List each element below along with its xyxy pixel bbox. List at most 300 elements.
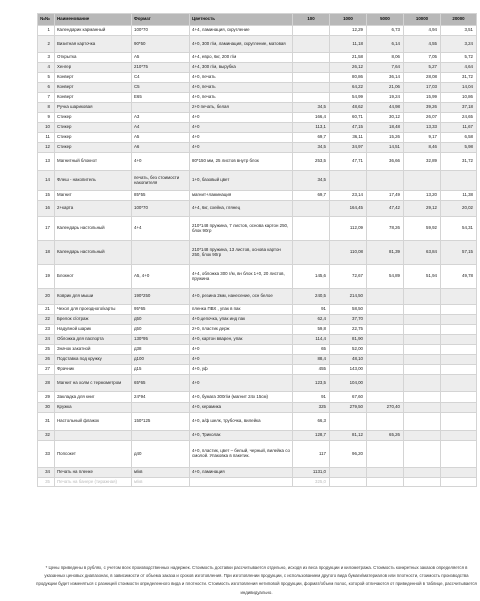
cell-price-100: 66,3 bbox=[293, 413, 330, 431]
cell-price-1000: 21,58 bbox=[330, 53, 367, 63]
cell-price-20000 bbox=[441, 171, 477, 191]
cell-name: Магнит на холм с термометром bbox=[55, 375, 132, 392]
cell-price-20000 bbox=[441, 375, 477, 392]
cell-price-100: 59,8 bbox=[293, 325, 330, 335]
cell-price-20000: 3,51 bbox=[441, 26, 477, 36]
cell-price-1000 bbox=[330, 468, 367, 478]
cell-price-5000: 19,24 bbox=[367, 93, 404, 103]
cell-number: 11 bbox=[38, 133, 55, 143]
table-row bbox=[38, 315, 477, 325]
cell-price-20000 bbox=[441, 325, 477, 335]
cell-price-10000: 59,92 bbox=[404, 217, 441, 241]
cell-price-10000: 63,84 bbox=[404, 241, 441, 265]
cell-price-100: 325 bbox=[293, 403, 330, 413]
header-col-format: Формат bbox=[132, 14, 190, 26]
cell-color: 4+0, картон вварен, упак bbox=[190, 335, 293, 345]
cell-format: A5 bbox=[132, 53, 190, 63]
cell-price-100: 117 bbox=[293, 441, 330, 468]
cell-price-10000 bbox=[404, 468, 441, 478]
cell-price-100: 166,4 bbox=[293, 113, 330, 123]
cell-price-5000: 81,39 bbox=[367, 241, 404, 265]
cell-price-100: 145,6 bbox=[293, 265, 330, 289]
cell-format: печать, без стоимости накопителя bbox=[132, 171, 190, 191]
cell-price-1000: 48,10 bbox=[330, 355, 367, 365]
cell-price-1000: 81,12 bbox=[330, 431, 367, 441]
cell-price-10000 bbox=[404, 375, 441, 392]
cell-name: Надувной шарик bbox=[55, 325, 132, 335]
cell-price-100 bbox=[293, 83, 330, 93]
cell-price-20000: 54,31 bbox=[441, 217, 477, 241]
cell-name: Конверт bbox=[55, 93, 132, 103]
cell-name: Фрачник bbox=[55, 365, 132, 375]
cell-price-1000: 22,75 bbox=[330, 325, 367, 335]
cell-price-1000: 12,29 bbox=[330, 26, 367, 36]
cell-price-100: 91 bbox=[293, 305, 330, 315]
cell-price-10000 bbox=[404, 478, 441, 487]
cell-color: 4+0 bbox=[190, 113, 293, 123]
cell-name: Блокнот bbox=[55, 265, 132, 289]
cell-number: 8 bbox=[38, 103, 55, 113]
table-row bbox=[38, 345, 477, 355]
cell-number: 34 bbox=[38, 468, 55, 478]
cell-price-10000: 51,94 bbox=[404, 265, 441, 289]
cell-price-10000 bbox=[404, 325, 441, 335]
cell-price-10000: 29,12 bbox=[404, 201, 441, 217]
cell-price-20000: 57,15 bbox=[441, 241, 477, 265]
cell-name: Календарь настольный bbox=[55, 217, 132, 241]
cell-format: E65 bbox=[132, 93, 190, 103]
table-row bbox=[38, 63, 477, 73]
cell-number: 6 bbox=[38, 83, 55, 93]
cell-price-10000: 5,27 bbox=[404, 63, 441, 73]
cell-color: 4+0, бумага 300г/м (магнит 24х 15см) bbox=[190, 392, 293, 403]
table-row bbox=[38, 403, 477, 413]
cell-number: 2 bbox=[38, 36, 55, 53]
cell-price-100 bbox=[293, 53, 330, 63]
cell-price-20000: 11,38 bbox=[441, 191, 477, 201]
cell-price-1000: 52,00 bbox=[330, 345, 367, 355]
cell-price-5000 bbox=[367, 305, 404, 315]
cell-format: д100 bbox=[132, 355, 190, 365]
cell-price-10000 bbox=[404, 365, 441, 375]
cell-format: 95*65 bbox=[132, 305, 190, 315]
cell-price-5000 bbox=[367, 468, 404, 478]
cell-price-100 bbox=[293, 36, 330, 53]
cell-color: 80*150 мм, 25 листов внутр блок bbox=[190, 153, 293, 171]
cell-color: 4+0, уф bbox=[190, 365, 293, 375]
cell-name: Попсокет bbox=[55, 441, 132, 468]
cell-price-1000: 214,50 bbox=[330, 289, 367, 305]
cell-price-20000: 3,24 bbox=[441, 36, 477, 53]
cell-format: д38 bbox=[132, 345, 190, 355]
cell-price-20000 bbox=[441, 478, 477, 487]
cell-price-10000 bbox=[404, 345, 441, 355]
cell-price-20000 bbox=[441, 335, 477, 345]
cell-price-20000 bbox=[441, 441, 477, 468]
cell-price-100 bbox=[293, 26, 330, 36]
table-row bbox=[38, 441, 477, 468]
cell-color: 4+4, 6кг, схейна, глянец bbox=[190, 201, 293, 217]
cell-price-20000: 6,58 bbox=[441, 133, 477, 143]
cell-format: 210*75 bbox=[132, 63, 190, 73]
cell-number: 26 bbox=[38, 355, 55, 365]
header-col-100: 100 bbox=[293, 14, 330, 26]
cell-price-20000 bbox=[441, 315, 477, 325]
table-row bbox=[38, 289, 477, 305]
table-row bbox=[38, 123, 477, 133]
cell-color: 4+0, Триколак bbox=[190, 431, 293, 441]
cell-number: 18 bbox=[38, 241, 55, 265]
cell-price-100: 1131,0 bbox=[293, 468, 330, 478]
cell-number: 23 bbox=[38, 325, 55, 335]
table-row bbox=[38, 103, 477, 113]
cell-price-5000: 47,42 bbox=[367, 201, 404, 217]
cell-name: Стикер bbox=[55, 143, 132, 153]
cell-format: м/кв bbox=[132, 468, 190, 478]
table-row bbox=[38, 53, 477, 63]
cell-name: Значок закатной bbox=[55, 345, 132, 355]
cell-number: 10 bbox=[38, 123, 55, 133]
cell-price-5000: 65,26 bbox=[367, 431, 404, 441]
cell-number: 14 bbox=[38, 171, 55, 191]
cell-name: Хенгер bbox=[55, 63, 132, 73]
cell-price-10000 bbox=[404, 431, 441, 441]
table-row bbox=[38, 478, 477, 487]
cell-number: 21 bbox=[38, 305, 55, 315]
cell-format bbox=[132, 241, 190, 265]
cell-price-10000: 9,17 bbox=[404, 133, 441, 143]
cell-price-20000 bbox=[441, 392, 477, 403]
table-row bbox=[38, 241, 477, 265]
cell-price-5000: 15,26 bbox=[367, 133, 404, 143]
cell-color: 2+0, пластик держ bbox=[190, 325, 293, 335]
cell-price-1000: 72,67 bbox=[330, 265, 367, 289]
table-row bbox=[38, 201, 477, 217]
cell-price-20000: 31,72 bbox=[441, 153, 477, 171]
cell-price-1000: 60,71 bbox=[330, 113, 367, 123]
cell-price-20000 bbox=[441, 355, 477, 365]
cell-name: Календарь настольный bbox=[55, 241, 132, 265]
cell-price-1000: 143,00 bbox=[330, 365, 367, 375]
cell-format: 100*70 bbox=[132, 26, 190, 36]
cell-price-1000: 279,50 bbox=[330, 403, 367, 413]
cell-format: A3 bbox=[132, 113, 190, 123]
cell-color: 4+0 bbox=[190, 355, 293, 365]
table-row bbox=[38, 171, 477, 191]
cell-color: 4+0 bbox=[190, 345, 293, 355]
cell-name: Конверт bbox=[55, 73, 132, 83]
cell-number: 30 bbox=[38, 403, 55, 413]
cell-price-100: 34,5 bbox=[293, 143, 330, 153]
cell-price-5000: 36,66 bbox=[367, 153, 404, 171]
price-table bbox=[37, 13, 477, 487]
cell-price-10000: 28,08 bbox=[404, 73, 441, 83]
table-row bbox=[38, 93, 477, 103]
cell-format: 100*70 bbox=[132, 201, 190, 217]
cell-number: 24 bbox=[38, 335, 55, 345]
cell-color: магнит+ламинация bbox=[190, 191, 293, 201]
cell-price-5000 bbox=[367, 365, 404, 375]
cell-price-100: 114,4 bbox=[293, 335, 330, 345]
table-row bbox=[38, 468, 477, 478]
cell-price-5000: 8,06 bbox=[367, 53, 404, 63]
cell-color: 4+0 bbox=[190, 143, 293, 153]
header-col-5000: 5000 bbox=[367, 14, 404, 26]
cell-color: 4+0 bbox=[190, 375, 293, 392]
cell-price-100 bbox=[293, 63, 330, 73]
cell-name: Чехол для проездного/карты bbox=[55, 305, 132, 315]
cell-price-100: 34,5 bbox=[293, 171, 330, 191]
cell-price-10000: 13,33 bbox=[404, 123, 441, 133]
cell-price-5000 bbox=[367, 325, 404, 335]
cell-price-5000 bbox=[367, 315, 404, 325]
table-row bbox=[38, 305, 477, 315]
cell-price-1000: 37,70 bbox=[330, 315, 367, 325]
cell-number: 15 bbox=[38, 191, 55, 201]
cell-price-1000: 58,50 bbox=[330, 305, 367, 315]
cell-format: C5 bbox=[132, 83, 190, 93]
cell-name: Печать на банере (тиражная) bbox=[55, 478, 132, 487]
cell-number: 27 bbox=[38, 365, 55, 375]
cell-price-5000: 14,51 bbox=[367, 143, 404, 153]
cell-price-100: 65 bbox=[293, 345, 330, 355]
cell-number: 1 bbox=[38, 26, 55, 36]
cell-price-5000 bbox=[367, 478, 404, 487]
cell-format: 90*50 bbox=[132, 36, 190, 53]
cell-price-20000 bbox=[441, 431, 477, 441]
table-row bbox=[38, 355, 477, 365]
cell-price-100: 240,5 bbox=[293, 289, 330, 305]
cell-color: 4+0, пластик, цвет – белый, черный, вилейка со смолой. Упаковка в пакетик. bbox=[190, 441, 293, 468]
cell-price-5000: 54,89 bbox=[367, 265, 404, 289]
cell-price-10000 bbox=[404, 315, 441, 325]
cell-price-5000: 6,14 bbox=[367, 36, 404, 53]
cell-number: 4 bbox=[38, 63, 55, 73]
cell-price-5000: 21,06 bbox=[367, 83, 404, 93]
cell-price-100: 91 bbox=[293, 392, 330, 403]
cell-price-5000: 36,14 bbox=[367, 73, 404, 83]
cell-price-5000: 18,48 bbox=[367, 123, 404, 133]
cell-number: 9 bbox=[38, 113, 55, 123]
cell-number: 29 bbox=[38, 392, 55, 403]
cell-price-1000 bbox=[330, 413, 367, 431]
cell-price-20000: 31,72 bbox=[441, 73, 477, 83]
cell-price-20000 bbox=[441, 365, 477, 375]
cell-color: 4+4, обложка 300 г/м, вн блок 1+0, 20 листов, пружина bbox=[190, 265, 293, 289]
cell-price-10000 bbox=[404, 335, 441, 345]
cell-price-10000: 39,26 bbox=[404, 103, 441, 113]
cell-price-1000: 36,11 bbox=[330, 133, 367, 143]
cell-price-5000 bbox=[367, 375, 404, 392]
cell-price-10000 bbox=[404, 305, 441, 315]
table-row bbox=[38, 26, 477, 36]
cell-format: A5 bbox=[132, 133, 190, 143]
footnote-text: * Цены приведены в рублях, с учетом всех производственных надержек. Стоимость доставки рассчитывается отдельно, исходя из веса продукции и километража. Стоимость конкретных заказов определяется в указанных ценовых диапазонах, в зависимости от объема заказа и сроков изготовления. При изготовлении продукции, с использованием другого вида бумаги/материалов или плотности, стоимость производства продукции будет изменяться с разницей стоимости определенного вида и плотности. Стоимость изготовления нетиповой продукции, формат/объем полос, которой отличаются от приведенной в таблице, рассчитывается индивидуально. bbox=[36, 565, 477, 595]
cell-price-5000 bbox=[367, 413, 404, 431]
cell-color: 1+0, базовый цвет bbox=[190, 171, 293, 191]
cell-price-20000: 5,72 bbox=[441, 53, 477, 63]
cell-price-5000: 270,40 bbox=[367, 403, 404, 413]
cell-price-10000 bbox=[404, 441, 441, 468]
cell-price-20000: 24,65 bbox=[441, 113, 477, 123]
cell-name: Визитная карточка bbox=[55, 36, 132, 53]
cell-price-10000 bbox=[404, 171, 441, 191]
cell-color: 4+4, 300 г/м, вырубка bbox=[190, 63, 293, 73]
cell-price-20000: 49,78 bbox=[441, 265, 477, 289]
cell-format: A4 bbox=[132, 123, 190, 133]
cell-price-1000: 112,09 bbox=[330, 217, 367, 241]
cell-color: 4+0, а/ф шелк, трубочка, вилейка bbox=[190, 413, 293, 431]
cell-price-20000 bbox=[441, 468, 477, 478]
cell-price-20000: 14,04 bbox=[441, 83, 477, 93]
cell-format: м/кв bbox=[132, 478, 190, 487]
cell-number: 19 bbox=[38, 265, 55, 289]
cell-color: 210*148 пружина, 7 листов, основа картон 250, блок 90гр bbox=[190, 217, 293, 241]
cell-price-10000: 4,94 bbox=[404, 26, 441, 36]
cell-price-5000: 44,98 bbox=[367, 103, 404, 113]
table-row bbox=[38, 365, 477, 375]
cell-price-1000: 54,99 bbox=[330, 93, 367, 103]
cell-price-1000: 26,12 bbox=[330, 63, 367, 73]
cell-price-20000: 10,86 bbox=[441, 93, 477, 103]
cell-price-5000 bbox=[367, 441, 404, 468]
cell-format: 4+0 bbox=[132, 153, 190, 171]
cell-price-20000 bbox=[441, 345, 477, 355]
cell-price-10000 bbox=[404, 413, 441, 431]
cell-price-100: 69,7 bbox=[293, 191, 330, 201]
cell-price-5000 bbox=[367, 335, 404, 345]
table-row bbox=[38, 133, 477, 143]
cell-price-20000 bbox=[441, 289, 477, 305]
cell-price-1000: 11,18 bbox=[330, 36, 367, 53]
cell-format: д50 bbox=[132, 315, 190, 325]
cell-price-1000: 48,62 bbox=[330, 103, 367, 113]
cell-price-5000 bbox=[367, 355, 404, 365]
cell-number: 25 bbox=[38, 345, 55, 355]
cell-price-5000: 6,73 bbox=[367, 26, 404, 36]
cell-price-1000: 67,60 bbox=[330, 392, 367, 403]
cell-number: 13 bbox=[38, 153, 55, 171]
cell-price-1000: 81,90 bbox=[330, 335, 367, 345]
cell-price-20000 bbox=[441, 413, 477, 431]
cell-name: Настольный флажок bbox=[55, 413, 132, 431]
cell-format: д15 bbox=[132, 365, 190, 375]
cell-name: Печать на пленке bbox=[55, 468, 132, 478]
table-row bbox=[38, 431, 477, 441]
cell-price-1000 bbox=[330, 171, 367, 191]
cell-price-10000: 26,07 bbox=[404, 113, 441, 123]
cell-name: Подставка под кружку bbox=[55, 355, 132, 365]
table-row bbox=[38, 143, 477, 153]
cell-number: 22 bbox=[38, 315, 55, 325]
cell-color: 4+0, печать bbox=[190, 83, 293, 93]
cell-number: 33 bbox=[38, 441, 55, 468]
cell-price-20000: 4,64 bbox=[441, 63, 477, 73]
cell-name: Стикер bbox=[55, 123, 132, 133]
cell-name: Закладка для книг bbox=[55, 392, 132, 403]
cell-price-5000 bbox=[367, 289, 404, 305]
cell-price-10000: 32,89 bbox=[404, 153, 441, 171]
cell-color: пленка ПВХ , упак в пак bbox=[190, 305, 293, 315]
header-col-20000: 20000 bbox=[441, 14, 477, 26]
cell-price-100: 69,7 bbox=[293, 133, 330, 143]
cell-price-100: 253,5 bbox=[293, 153, 330, 171]
cell-color: 4+0,цепочка, упак инд пак bbox=[190, 315, 293, 325]
cell-price-100 bbox=[293, 241, 330, 265]
cell-format: C4 bbox=[132, 73, 190, 83]
cell-number: 12 bbox=[38, 143, 55, 153]
cell-price-100 bbox=[293, 73, 330, 83]
table-row bbox=[38, 36, 477, 53]
cell-name: Стикер bbox=[55, 133, 132, 143]
cell-price-100 bbox=[293, 217, 330, 241]
cell-price-100 bbox=[293, 93, 330, 103]
cell-price-5000 bbox=[367, 392, 404, 403]
cell-price-5000 bbox=[367, 345, 404, 355]
table-row bbox=[38, 335, 477, 345]
cell-color: 4+0, печать bbox=[190, 73, 293, 83]
cell-price-5000: 78,26 bbox=[367, 217, 404, 241]
cell-price-1000: 110,08 bbox=[330, 241, 367, 265]
cell-price-1000 bbox=[330, 478, 367, 487]
cell-name: 2+карта bbox=[55, 201, 132, 217]
cell-price-10000: 8,46 bbox=[404, 143, 441, 153]
table-row bbox=[38, 83, 477, 93]
cell-format: д50 bbox=[132, 325, 190, 335]
cell-name bbox=[55, 431, 132, 441]
cell-format: 65*65 bbox=[132, 375, 190, 392]
cell-price-10000: 17,03 bbox=[404, 83, 441, 93]
cell-format: 150*125 bbox=[132, 413, 190, 431]
table-row bbox=[38, 191, 477, 201]
cell-price-10000: 15,99 bbox=[404, 93, 441, 103]
cell-price-10000: 13,20 bbox=[404, 191, 441, 201]
cell-price-20000 bbox=[441, 305, 477, 315]
table-body bbox=[38, 26, 477, 487]
cell-format bbox=[132, 103, 190, 113]
cell-color: 4+0, печать bbox=[190, 93, 293, 103]
cell-price-1000: 96,20 bbox=[330, 441, 367, 468]
cell-format: 85*55 bbox=[132, 191, 190, 201]
cell-price-20000: 37,18 bbox=[441, 103, 477, 113]
cell-format: 24*94 bbox=[132, 392, 190, 403]
cell-name: Флеш - накопитель bbox=[55, 171, 132, 191]
cell-price-20000 bbox=[441, 403, 477, 413]
cell-price-5000 bbox=[367, 171, 404, 191]
cell-price-1000: 64,22 bbox=[330, 83, 367, 93]
cell-price-1000: 104,00 bbox=[330, 375, 367, 392]
cell-name: Брелок с/отраж bbox=[55, 315, 132, 325]
cell-name: Кружка bbox=[55, 403, 132, 413]
cell-price-20000: 5,98 bbox=[441, 143, 477, 153]
cell-color: 4+0 bbox=[190, 133, 293, 143]
table-row bbox=[38, 392, 477, 403]
cell-format: д40 bbox=[132, 441, 190, 468]
cell-price-100: 128,7 bbox=[293, 431, 330, 441]
cell-name: Магнит bbox=[55, 191, 132, 201]
cell-number: 16 bbox=[38, 201, 55, 217]
cell-number: 35 bbox=[38, 478, 55, 487]
cell-price-100: 455 bbox=[293, 365, 330, 375]
table-row bbox=[38, 325, 477, 335]
cell-format: 130*95 bbox=[132, 335, 190, 345]
cell-color: 4+4, ламинация, скругление bbox=[190, 26, 293, 36]
cell-price-1000: 47,15 bbox=[330, 123, 367, 133]
cell-number: 31 bbox=[38, 413, 55, 431]
header-col-no: №№ bbox=[38, 14, 55, 26]
cell-name: Открытка bbox=[55, 53, 132, 63]
table-row bbox=[38, 153, 477, 171]
